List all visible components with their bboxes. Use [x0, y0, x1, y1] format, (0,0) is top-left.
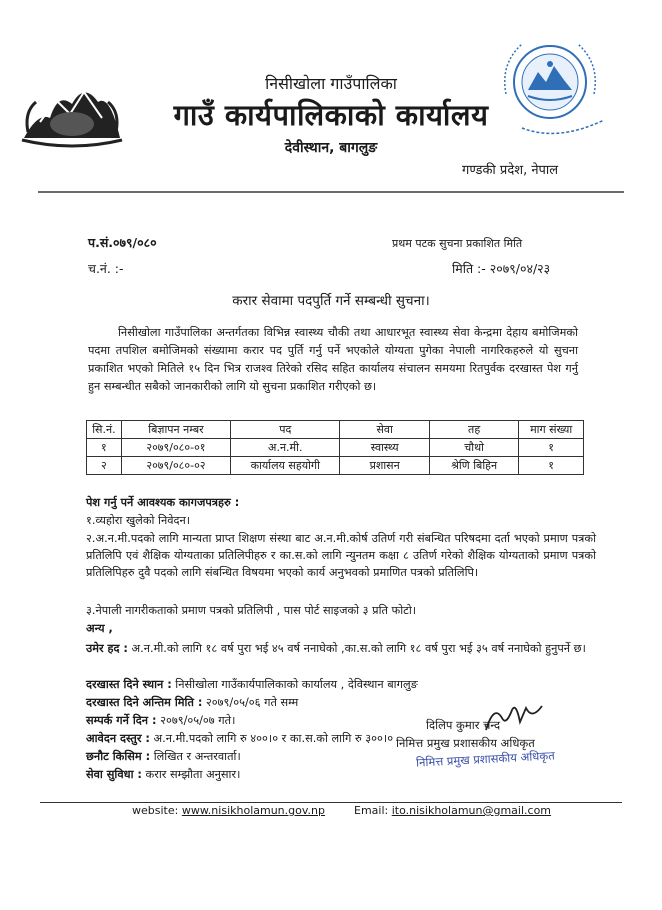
- contact-value: २०७९/०५/०७ गते।: [156, 714, 236, 727]
- office-address: देवीस्थान, बागलुङ: [284, 140, 378, 156]
- application-place: [86, 676, 596, 693]
- fee-value: अ.न.मी.पदको लागि रु ४००।० र का.स.को लागि रु ३००।०: [149, 732, 394, 745]
- notice-title: करार सेवामा पदपुर्ति गर्ने सम्बन्धी सुचना।: [232, 293, 430, 309]
- first-publish-label: प्रथम पटक सुचना प्रकाशित मिति: [392, 237, 523, 250]
- notice-date: मिति :- २०७९/०४/२३: [452, 261, 551, 276]
- cell-demand: १: [519, 457, 584, 475]
- documents-heading: पेश गर्नु पर्ने आवश्यक कागजपत्रहरु :: [86, 496, 240, 509]
- col-level: तह: [429, 421, 518, 439]
- email-link[interactable]: ito.nisikholamun@gmail.com: [391, 804, 552, 817]
- age-limit: [86, 640, 596, 657]
- cell-serial: २: [87, 457, 122, 475]
- cell-service: स्वास्थ्य: [340, 439, 429, 457]
- vacancy-table: [86, 420, 584, 475]
- footer-divider: [40, 802, 622, 803]
- official-stamp: निमित्त प्रमुख प्रशासकीय अधिकृत: [415, 748, 556, 770]
- signatory-name: दिलिप कुमार चन्द: [426, 718, 501, 732]
- fee-label: आवेदन दस्तुर :: [86, 732, 150, 745]
- cell-post: कार्यालय सहयोगी: [231, 457, 340, 475]
- cell-ad-number: २०७९/०८०-०१: [121, 439, 230, 457]
- website-link[interactable]: www.nisikholamun.gov.np: [181, 804, 325, 817]
- deadline-label: दरखास्त दिने अन्तिम मिति :: [86, 696, 203, 709]
- age-label: उमेर हद :: [86, 642, 128, 655]
- selection-value: लिखित र अन्तरवार्ता।: [150, 750, 241, 763]
- contact-label: सम्पर्क गर्ने दिन :: [86, 714, 157, 727]
- cell-ad-number: २०७९/०८०-०२: [121, 457, 230, 475]
- cell-level: श्रेणि बिहिन: [429, 457, 518, 475]
- col-service: सेवा: [340, 421, 429, 439]
- col-post: पद: [231, 421, 340, 439]
- col-serial: सि.नं.: [87, 421, 122, 439]
- document-item-2: २.अ.न.मी.पदको लागि मान्यता प्राप्त शिक्षण संस्था बाट अ.न.मी.कोर्ष उतिर्ण गरी संबन्धित परिषदमा दर्ता भएको प्रमाण पत्रको प्रतिलिपि एवं शैक्षिक योग्यताका प्रतिलिपीहरु र का.स.को लागि न्युनतम कक्षा ८ उतिर्ण गरेको शैक्षिक योग्यताको प्रमाण पत्रको प्रतिलिपिहरु दुवै पदको लागि संबन्धित विषयमा भएको कार्य अनुभवको प्रमाणित पत्रको प्रतिलिपि।: [86, 532, 596, 579]
- province-name: गण्डकी प्रदेश, नेपाल: [462, 163, 559, 178]
- notice-intro: निसीखोला गाउँपालिका अन्तर्गतका विभिन्न स्वास्थ्य चौकी तथा आधारभूत स्वास्थ्य सेवा केन्द्रमा देहाय बमोजिमको पदमा तपशिल बमोजिमको संख्यामा करार पद पुर्ति गर्नु पर्ने भएकोले योग्यता पुगेका नेपाली नागरिकहरुले यो सुचना प्रकाशित भएको मितिले १५ दिन भित्र राजश्व तिरेको रसिद सहित कार्यालय संचालन समयमा रितपुर्वक दरखास्त पेश गर्नु हुन सम्बन्धीत सबैको जानकारीको लागि यो सुचना प्रकाशित गरीएको छ।: [88, 326, 578, 393]
- website-label: website:: [132, 804, 179, 817]
- signatory-title: निमित्त प्रमुख प्रशासकीय अधिकृत: [396, 736, 535, 750]
- service-facility: [86, 766, 596, 783]
- reference-number: प.सं.०७९/०८०: [88, 235, 157, 250]
- municipality-name: निसीखोला गाउँपालिका: [265, 74, 397, 93]
- facility-label: सेवा सुविधा :: [86, 768, 142, 781]
- footer-website: [132, 804, 325, 817]
- other-heading: अन्य ,: [86, 622, 113, 635]
- email-label: Email:: [354, 804, 389, 817]
- office-title: गाउँ कार्यपालिकाको कार्यालय: [173, 98, 489, 132]
- age-value: अ.न.मी.को लागि १८ वर्ष पुरा भई ४५ वर्ष ननाघेको ,का.स.को लागि १८ वर्ष पुरा भई ३५ वर्ष ननाघेको हुनुपर्ने छ।: [127, 642, 586, 655]
- footer-email: [354, 804, 551, 817]
- cell-post: अ.न.मी.: [231, 439, 340, 457]
- deadline-value: २०७९/०५/०६ गते सम्म: [202, 696, 299, 709]
- selection-label: छनौट किसिम :: [86, 750, 151, 763]
- table-row: [87, 439, 584, 457]
- col-demand: माग संख्या: [519, 421, 584, 439]
- table-header-row: [87, 421, 584, 439]
- document-item-3: ३.नेपाली नागरीकताको प्रमाण पत्रको प्रतिलिपी , पास पोर्ट साइजको ३ प्रति फोटो।: [86, 604, 417, 617]
- cell-level: चौथो: [429, 439, 518, 457]
- document-item-1: १.व्यहोरा खुलेको निवेदन।: [86, 514, 191, 527]
- table-row: [87, 457, 584, 475]
- header-divider: [38, 191, 624, 193]
- cell-demand: १: [519, 439, 584, 457]
- cell-serial: १: [87, 439, 122, 457]
- place-label: दरखास्त दिने स्थान :: [86, 678, 172, 691]
- facility-value: करार सम्झौता अनुसार।: [141, 768, 241, 781]
- cell-service: प्रशासन: [340, 457, 429, 475]
- col-ad-number: बिज्ञापन नम्बर: [121, 421, 230, 439]
- dispatch-number: च.नं. :-: [88, 261, 124, 276]
- place-value: निसीखोला गाउँकार्यपालिकाको कार्यालय , देविस्थान बागलुङ: [171, 678, 418, 691]
